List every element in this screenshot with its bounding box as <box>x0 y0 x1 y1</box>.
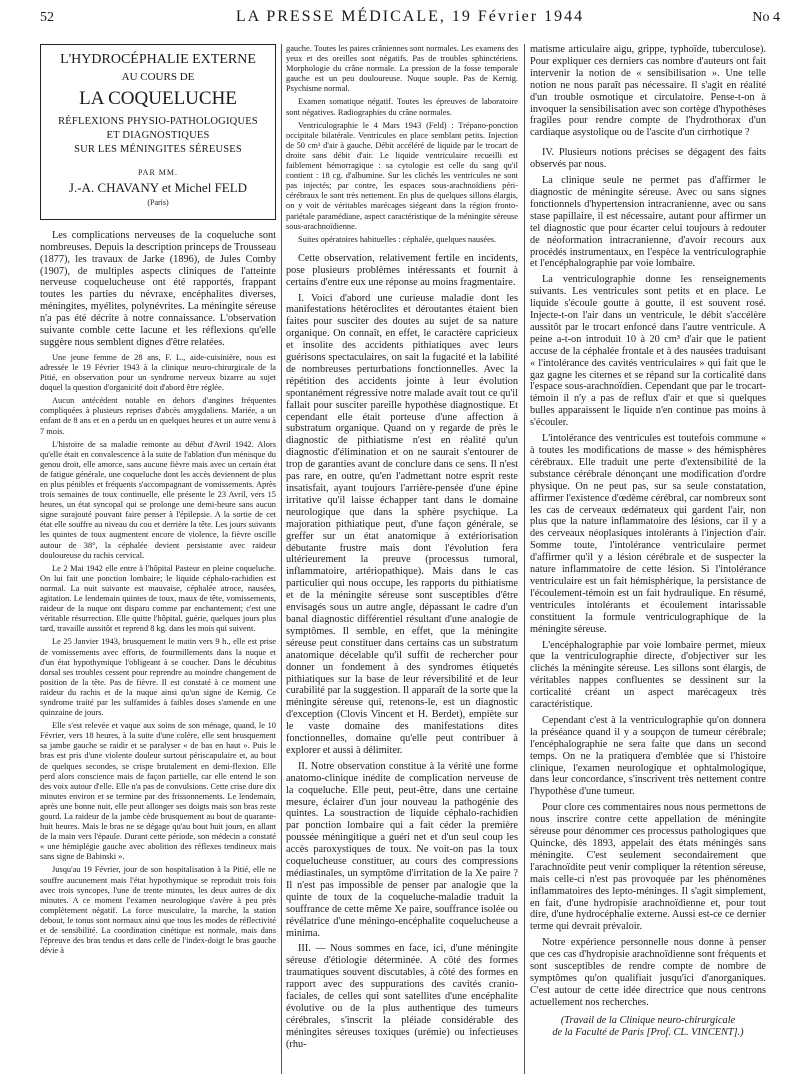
case-paragraph: Le 2 Mai 1942 elle entre à l'hôpital Pasteur en pleine coqueluche. On lui fait une ponction lombaire; le liquide céphalo-rachidien est normal. La nuit suivante est mauvaise, céphalée atroce, nausées, agitation. Le lendemain quintes de toux, maux de tête, vomissements, raideur de la nuque ont disparu comme par enchantement; c'est une véritable résurrection. Elle quitte l'hôpital, guérie, quelques jours plus tard, travaille aussitôt et reprend 8 kg. dans les mois qui suivent. <box>40 563 276 634</box>
case-report <box>40 353 276 956</box>
body-paragraph: IV. Plusieurs notions précises se dégagent des faits observés par nous. <box>530 147 766 171</box>
case-paragraph: L'histoire de sa maladie remonte au début d'Avril 1942. Alors qu'elle était en convalescence à la suite de l'ablation d'un ménisque du genou droit, elle amorce, sans aucune fièvre mais avec un certain état de fatigue générale, une coqueluche dont les accès deviennent de plus en plus pénibles et fréquents s'accompagnant de vomissements. Après trois semaines de toux continuelle, elle présente le 23 Avril, vers 15 heures, un état syncopal qui se prolonge une demi-heure sans aucun signe surajouté pouvant faire penser à l'épilepsie. A la sortie de cet état elle souffre au niveau du cou et derrière la tête. Les jours suivants les quintes de toux augmentent encore de violence, la fièvre oscille autour de 38°, la céphalée devient persistante avec raideur douloureuse du rachis cervical. <box>40 439 276 560</box>
body-paragraph: Cette observation, relativement fertile en incidents, pose plusieurs problèmes intéressants et fournit à certains d'entre eux une réponse au moins fragmentaire. <box>286 252 518 288</box>
case-paragraph: Elle s'est relevée et vaque aux soins de son ménage, quand, le 10 Février, vers 18 heures, à la suite d'une colère, elle sent brusquement sa jambe gauche se raidir et se paralyser « de bas en haut ». Puis le bras est pris d'une violente douleur surtout périscapulaire et, au bout de quelques secondes, se crispe brutalement en demi-flexion. Elle perd alors conscience mais de façon partielle, car elle entend le son des voix autour d'elle. Elle n'a pas de convulsions. Cette crise dure dix minutes environ et se termine par des frissonnements. Le lendemain, après une bonne nuit, elle peut allonger ses doigts mais son bras reste gourd. La raideur de la jambe cède brusquement au bout de quarante-huit heures. Mais le bras ne se dégage qu'au bout huit jours, en allant de la main vers l'épaule. Durant cette période, son médecin a constaté « une hémiplégie gauche avec abolition des réflexes tendineux mais sans signe de Babinski ». <box>40 721 276 862</box>
column-rule <box>524 44 525 1074</box>
body-paragraph: III. — Nous sommes en face, ici, d'une méningite séreuse d'étiologie déterminée. A côté des formes traumatiques souvent discutables, à côté des formes en rapport avec des suppurations des cavités cranio-faciales, de celles qui sont satellites d'une encéphalite évolutive ou de la plus authentique des tumeurs cérébrales, s'inscrit la pléiade considérable des méningites séreuses toxiques (urémie) ou infectieuses (rhu- <box>286 943 518 1050</box>
title-main: LA COQUELUCHE <box>79 88 237 109</box>
body-paragraph: L'encéphalographie par voie lombaire permet, mieux que la ventriculographie directe, d'objectiver sur les clichés la méningite séreuse. Les sillons sont élargis, de véritables nappes confluentes se dessinent sur la corticalité créant un aspect marécageux très caractéristique. <box>530 639 766 711</box>
body-paragraph: La ventriculographie donne les renseignements suivants. Les ventricules sont petits et en place. Le liquide s'écoule goutte à goutte, il est souvent rosé. Injecte-t-on l'air dans un ventricule, le débit s'accélère aussitôt par le trocart enfoncé dans l'autre ventricule. A peine a-t-on introduit 10 à 20 cm³ d'air que le patient accuse de la céphalée frontale et à des nausées traduisant « l'intolérance des cavités ventriculaires » qui fait que le gaz gagne les citernes et se répand sur la corticalité dans l'espace sous-arachnoïdien. Cependant que par le trocart-témoin il n'y a pas de reflux d'air et que si quelques bulles apparaissent le liquide n'en continue pas moins à s'écouler. <box>530 274 766 429</box>
city: (Paris) <box>147 197 169 207</box>
column-2 <box>286 44 518 1074</box>
column-rule <box>281 44 282 1074</box>
subtitle-line: RÉFLEXIONS PHYSIO-PATHOLOGIQUES <box>58 116 258 127</box>
subtitle-line: ET DIAGNOSTIQUES <box>106 130 210 141</box>
body-paragraph: Pour clore ces commentaires nous nous permettons de nous inscrire contre cette appellation de méningite séreuse pour dénommer ces processus pathologiques que Quincke, dès 1893, appelait des états méningés sans méningite. C'est seulement secondairement que l'arachnoïdite peut venir compliquer la rétention séreuse, mais celle-ci n'est pas provoquée par les phénomènes inflammatoires des lepto-méninges. Il s'agit simplement, en fait, d'une hydropisie arachnoïdienne et, pour tout dire, d'une hydrocéphalie externe. Aussi est-ce ce dernier terme qui devrait prévaloir. <box>530 802 766 933</box>
issue-number: No 4 <box>752 10 780 25</box>
body-paragraph: II. Notre observation constitue à la vérité une forme anatomo-clinique inédite de complication nerveuse de la coqueluche. Elle peut, peut-être, dans une certaine mesure, éclairer d'un jour nouveau la pathogénie des quintes. La soustraction de liquide céphalo-rachidien par ponction lombaire qui a fait céder la première poussée méningitique a guéri net et d'un seul coup les accès paroxystiques de toux. Ne voit-on pas la toux coquelucheuse constituer, au cours des compressions médiastinales, un symptôme d'irritation de la Xe paire ? Il n'est pas impossible de penser par analogie que la quinte de toux de la coqueluche-maladie traduit la souffrance de cette même Xe paire, souffrance isolée ou révélatrice d'une méningo-encéphalite coquelucheuse a minima. <box>286 760 518 939</box>
case-paragraph: Jusqu'au 19 Février, jour de son hospitalisation à la Pitié, elle ne souffre aucunement mais l'état hypothymique se reproduit trois fois avec trois syncopes, l'une de trente minutes, les deux autres de dix minutes. A ce moment l'examen neurologique s'avère à peu près complètement négatif. La force musculaire, la marche, la station debout, le tonus sont normaux ainsi que tous les modes de réflectivité et de sensibilité. La coordination cinétique est normale, mais dans l'épreuve des bras tendus et dans celle de l'index-doigt le bras gauche dévie à <box>40 865 276 956</box>
body-paragraph: Cependant c'est à la ventriculographie qu'on donnera la préséance quand il y a soupçon de tumeur cérébrale; l'encéphalographie ne sera faite que dans un second temps. On ne la pratiquera d'emblée que si l'histoire clinique, l'examen neurologique et ophtalmologique, dans leur concordance, s'inscrivent très nettement contre l'hypothèse d'une tumeur. <box>530 714 766 798</box>
authors: J.-A. CHAVANY et Michel FELD <box>68 179 248 195</box>
column-3 <box>530 44 766 1074</box>
subtitle-line: SUR LES MÉNINGITES SÉREUSES <box>74 144 242 155</box>
byline-prefix: PAR MM. <box>137 168 179 177</box>
case-paragraph: Suites opératoires habituelles : céphalée, quelques nausées. <box>298 234 497 244</box>
intro-paragraph: Les complications nerveuses de la coqueluche sont nombreuses. Depuis la description princeps de Trousseau (1877), les travaux de Jarke (1896), de Jules Comby (1907), de multiples aspects cliniques de l'atteinte nerveuse coquelucheuse ont été rapportés, frappant toutes les parties du névraxe, encéphalites diverses, méningites, myélites, polynévrites. La méningite séreuse n'a pas été décrite à notre connaissance. L'observation suivante comble cette lacune et les réflexions qu'elle suggère nous semblent dignes d'être relatées. <box>40 229 276 348</box>
journal-title: LA PRESSE MÉDICALE, 19 Février 1944 <box>235 8 585 25</box>
body-paragraph: I. Voici d'abord une curieuse maladie dont les manifestations hétéroclites et déroutantes étaient bien faites pour susciter des doutes au sujet de sa nature organique. On connaît, en effet, le caractère capricieux et insolite des accidents pithiatiques avec leurs guérisons spectaculaires, on sait la fugacité et la labilité de nombreuses perturbations fonctionnelles. Avec la répétition des accidents jointe à leur évolution spontanément régressive notre malade avait tout ce qu'il fallait pour susciter pareille hypothèse diagnostique. Et cependant elle était porteuse d'une affection à substratum organique. Quand on y regarde de près le diagnostic de pithiatisme n'est en réalité qu'un diagnostic d'élimination et on ne saurait s'entourer de trop de garanties avant de conclure dans ce sens. Il n'est pas rare, en outre, qu'en l'admettant notre esprit reste insatisfait, ayant toujours l'arrière-pensée d'une épine irritative qu'il laisse échapper tant dans le domaine neurologique que dans la sphère psychique. La majoration pithiatique peut, d'une façon générale, se greffer sur un état anatomique à extériorisation débutante frustre mais dont l'évolution fera ultérieurement la preuve (processus tumoral, inflammatoire, artériopathique). Mais dans le cas particulier qui nous occupe, les rapports du pithiatisme et de la méningite séreuse sont susceptibles d'être envisagés sous un autre angle, dépassant le cadre d'un banal diagnostic différentiel résultant d'une analogie de symptômes. Il semble, en effet, que la méningite séreuse peut constituer dans certains cas un substratum anatomique décelable qu'il suffit de rechercher pour donner un fondement à des syndromes étiquetés pithiatiques sur la base de leur réversibilité et de leur curabilité par la suggestion. Il apparaît de la sorte que la méningite séreuse qui, retenons-le, est un diagnostic d'exception (Clovis Vincent et H. Berdet), empiète sur le vaste domaine des manifestations dites fonctionnelles, domaine qu'elle peut contribuer à explorer et aussi à délimiter. <box>286 292 518 756</box>
title-line: AU COURS DE <box>121 71 195 83</box>
body-paragraph: L'intolérance des ventricules est toutefois commune « à toutes les modifications de masse » des hémisphères cérébraux. Elle traduit une perte d'extensibilité de la substance cérébrale dénonçant une modification d'ordre physique. On ne peut pas, sur sa seule constatation, affirmer l'existence d'œdème cérébral, car nombreux sont les cas de cerveaux œdémateux qui gardent l'air, non plus que la nature inflammatoire des lésions, car il y a des cerveaux néoplasiques intolérants à l'injection d'air. Somme toute, l'intolérance ventriculaire permet d'affirmer qu'il y a lésion cérébrale et de suspecter la nature inflammatoire de cette lésion. Si l'intolérance ventriculaire est un fait hémisphérique, la persistance de l'écoulement-témoin est un fait hydraulique. En résumé, ventricules intolérants et écoulement intarissable constituent la formule ventriculographique de la méningite séreuse. <box>530 433 766 635</box>
column-1 <box>40 44 276 1074</box>
case-report-continued <box>286 44 518 245</box>
case-paragraph: Ventriculographie le 4 Mars 1943 (Feld) : Trépano-ponction occipitale bilatérale. Ventricules en place semblant petits. Injection de 50 cm³ d'air à gauche. Débit accéléré de liquide par le trocart de droite sans débit d'air. Le liquide ventriculaire recueilli est faiblement hémorragique : sa cytologie est celle du sang qu'il contient : 18 cg. d'albumine. Sur les clichés les ventricules ne sont pas injectés; par contre, les espaces sous-arachnoïdiens péri-cérébraux le sont très nettement. En plus de quelques sillons élargis, on y voit de véritables marécages siégeant dans la région fronto-pariétale paramédiane, aspect caractéristique de la méningite séreuse sous-arachnoïdienne. <box>286 120 518 231</box>
case-paragraph: gauche. Toutes les paires crâniennes sont normales. Les examens des yeux et des oreilles sont négatifs. Pas de troubles sphinctériens. Morphologie du crâne normale. La pression de la fosse temporale gauche est un peu douloureuse. Nuque souple. Pas de Kernig. Psychisme normal. <box>286 44 518 94</box>
case-paragraph: Le 25 Janvier 1943, brusquement le matin vers 9 h., elle est prise de vomissements avec efforts, de fourmillements dans la nuque et d'un état hypothymique l'obligeant à se coucher. Dans le décubitus dorsal ses troubles cessent pour reprendre au moindre changement de position de la tête. Pas de fièvre. Il est constaté à ce moment une raideur du rachis et de la nuque ainsi qu'un signe de Kernig. Ce syndrome traité par les sulfamides à faibles doses s'amende en une quinzaine de jours. <box>40 637 276 718</box>
title-line: L'HYDROCÉPHALIE EXTERNE <box>60 52 256 67</box>
credit-line: de la Faculté de Paris [Prof. CL. VINCENT].) <box>552 1026 744 1038</box>
body-paragraph: La clinique seule ne permet pas d'affirmer le diagnostic de méningite séreuse. Avec ou sans signes fonctionnels d'hypertension intracranienne, avec ou sans stase papillaire, il est nécessaire, autant pour affirmer un tel diagnostic que pour écarter celui toujours à redouter de néoformation intracranienne, d'avoir recours aux procédés instrumentaux, en l'espèce la ventriculographie et l'encéphalographie par voie lombaire. <box>530 175 766 270</box>
credit-line: (Travail de la Clinique neuro-chirurgicale <box>560 1014 736 1026</box>
body-paragraph: matisme articulaire aigu, grippe, typhoïde, tuberculose). Pour expliquer ces derniers cas nombre d'auteurs ont fait intervenir la notion de « sensibilisation ». Une telle notion ne nous paraît pas nécessaire. Il s'agit en réalité d'un trouble osmotique et circulatoire. Pense-t-on à invoquer la sensibilisation avec son cortège d'hypothèses fragiles pour rendre compte de l'hydrothorax d'un cardiaque asystolique ou de l'ascite d'un cirrhotique ? <box>530 44 766 139</box>
page-number: 52 <box>40 10 54 25</box>
case-paragraph: Examen somatique négatif. Toutes les épreuves de laboratoire sont négatives. Radiographies du crâne normales. <box>286 97 518 117</box>
case-paragraph: Aucun antécédent notable en dehors d'angines fréquentes compliquées à plusieurs reprises d'abcès amygdaliens. Mariée, a un enfant de 8 ans et en a perdu un en quelques heures et un autre venu à 7 mois. <box>40 396 276 436</box>
page-header <box>40 2 780 36</box>
body-paragraph: Notre expérience personnelle nous donne à penser que ces cas d'hydropisie arachnoïdienne sont fréquents et sont susceptibles de rendre compte de nombre de symptômes qu'on qualifiait jusqu'ici d'anorganiques. C'est autour de cette idée directrice que nous centrons actuellement nos recherches. <box>530 937 766 1008</box>
case-paragraph: Une jeune femme de 28 ans, F. L., aide-cuisinière, nous est adressée le 19 Février 1943 à la clinique neuro-chirurgicale de la Pitié, en observation pour un syndrome nerveux bizarre au sujet duquel la question d'organicité doit d'abord être réglée. <box>40 352 276 393</box>
article-title-block <box>40 44 276 220</box>
